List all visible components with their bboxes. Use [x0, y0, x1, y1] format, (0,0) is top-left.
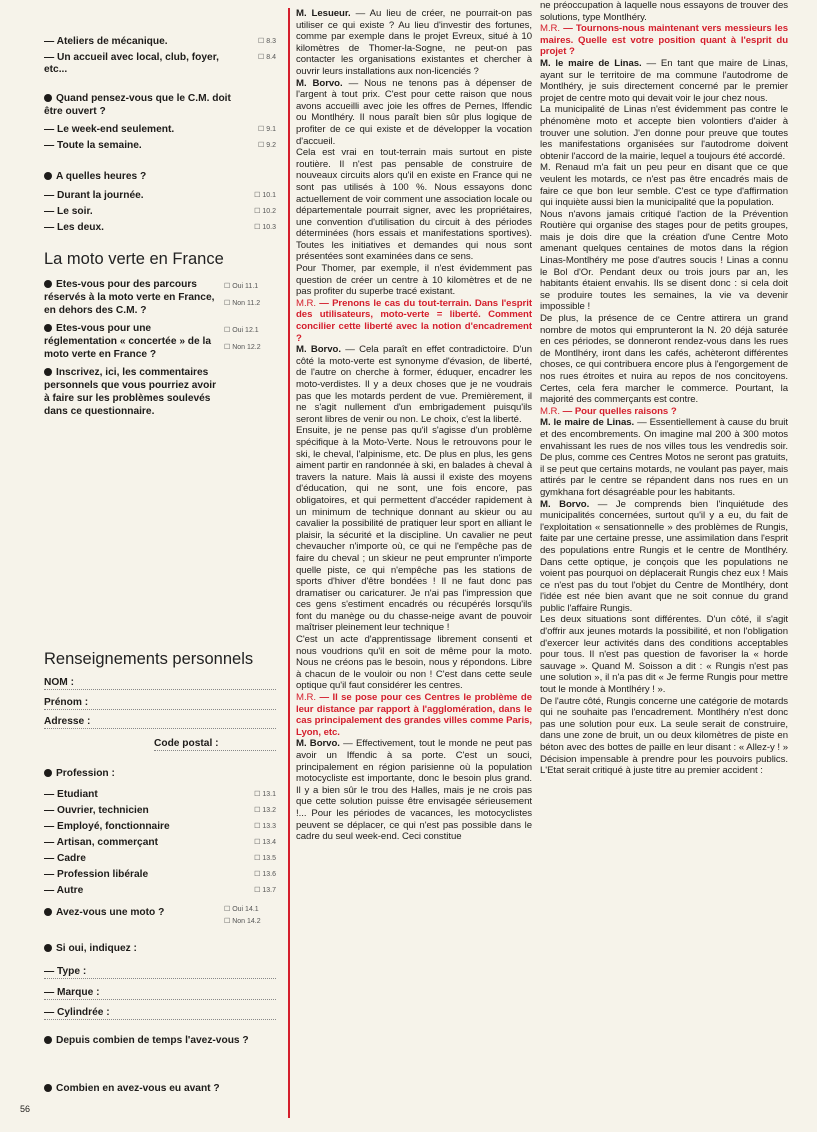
- text-run: La municipalité de Linas n'est évidemment pas contre le phénomène moto et accepte bien volontiers d'aider à trouver une solution. J'en donne pour preuve que toutes les manifestations organisées sur l'autodrome doivent obtenir l'accord de la mairie, lequel a toujours été accordé.: [540, 104, 788, 162]
- page-number: 56: [20, 1104, 31, 1114]
- form-field[interactable]: [44, 966, 276, 982]
- question-text: Si oui, indiquez :: [56, 943, 137, 954]
- dotted-line: [154, 750, 276, 751]
- question: [44, 1034, 276, 1047]
- question-text: A quelles heures ?: [56, 171, 147, 182]
- option-label: — Ateliers de mécanique.: [44, 36, 168, 47]
- checkbox[interactable]: ☐ 10.2: [254, 208, 276, 215]
- question-text: Inscrivez, ici, les commentaires personnels que vous pourriez avoir à faire sur les problèmes soulevés dans ce questionnaire.: [44, 367, 217, 417]
- text-run: Les deux situations sont différentes. D'un côté, il s'agit d'offrir aux jeunes motards la possibilité, et non l'obligation d'exercer leur activités dans des conditions acceptables pour tous. Il n'est pas question de favoriser la « horde sauvage ». Quand M. Soisson a dit : « Rungis n'est pas une solution », il n'a pas dit « Je ferme Rungis pour mettre tout le monde à Montlhéry ! ».: [540, 614, 788, 696]
- question: [44, 767, 276, 780]
- question: [44, 942, 276, 955]
- checkbox[interactable]: ☐ Oui 11.1: [224, 283, 259, 290]
- option-row: [44, 222, 276, 234]
- checkbox[interactable]: ☐ 13.1: [254, 791, 276, 798]
- question: [44, 278, 218, 317]
- form-field[interactable]: [154, 738, 276, 754]
- paragraph: [296, 738, 532, 842]
- bullet-icon: [44, 280, 52, 288]
- checkbox[interactable]: ☐ Non 12.2: [224, 344, 261, 351]
- bullet-icon: [44, 172, 52, 180]
- text-run: M.R.: [296, 297, 317, 309]
- question-text: Etes-vous pour des parcours réservés à la moto verte en France, en dehors des C.M. ?: [44, 279, 215, 316]
- option-label: — Autre: [44, 885, 84, 896]
- text-run: Ensuite, je ne pense pas qu'il s'agisse d'un problème spécifique à la Moto-Verte. Nous le retrouvons pour le ski, le cheval, l'alpinisme, etc. De plus en plus, les gens aiment partir en randonnée à ski, en balades à cheval à travers la nature. Mais là aussi il existe des moyens d'éducation, qui ne sont, une fois encore, pas obligatoires, et qui permettent d'accéder rapidement à un minimum de technique donnant au skieur ou au cavalier la possibilité de pratiquer leur sport en alliant le plaisir, la sécurité et la discipline. Un cavalier ne peut chevaucher n'importe où, ce qui ne l'empêche pas de faire du cheval ; un skieur ne peut emprunter n'importe quelle piste, ce qui n'empêche pas les stations de sports d'hiver d'être bondées ! Il ne faut donc pas dramatiser ou caricaturer. Je n'ai pas l'impression que ces gens s'estiment encadrés ou récupérés lorsqu'ils font du manège ou du chasse-neige avant de pouvoir maîtriser pleinement leur technique !: [296, 425, 532, 634]
- option-label: — Ouvrier, technicien: [44, 805, 149, 816]
- bullet-icon: [44, 94, 52, 102]
- paragraph: [540, 104, 788, 162]
- bullet-icon: [44, 368, 52, 376]
- paragraph: [540, 417, 788, 498]
- text-run: — Essentiellement à cause du bruit et des encombrements. On imagine mal 200 à 300 motos envahissant les rues de nos villes tous les vendredis soir. De plus, comme ces Centres Motos ne seront pas gratuits, il se peut que certains motards, ne voulant pas payer, mais attirés par le centre se répandent dans nos rues en un gymkhana fort désagréable pour les habitants.: [540, 417, 788, 498]
- section-title-moto-verte: La moto verte en France: [44, 250, 224, 268]
- bullet-icon: [44, 769, 52, 777]
- bullet-icon: [44, 944, 52, 952]
- form-field[interactable]: [44, 697, 276, 713]
- option-row: [44, 853, 276, 865]
- question: [44, 170, 236, 183]
- field-label: — Cylindrée :: [44, 1007, 114, 1018]
- paragraph: [540, 313, 788, 406]
- option-row: [44, 36, 276, 48]
- text-run: M. le maire de Linas.: [540, 57, 642, 69]
- text-run: — En tant que maire de Linas, ayant sur le territoire de ma commune l'autodrome de Montlhéry, je suis directement concerné par le premier projet de centre moto qui devait voir le jour chez nous.: [540, 57, 788, 104]
- field-label: NOM :: [44, 677, 78, 688]
- text-run: M. Lesueur.: [296, 8, 351, 19]
- checkbox[interactable]: ☐ 9.1: [258, 126, 276, 133]
- paragraph: [296, 425, 532, 634]
- text-run: De plus, la présence de ce Centre attirera un grand nombre de motos qui emprunteront la N. 20 déjà saturée en ces périodes, se donneront rendez-vous dans les rues de Montlhéry, iront dans les cafés, achèteront différentes choses, ce qui contribuera encore plus à l'engorgement de nos rues étroites et nuira au repos de nos concitoyens. Certes, cela fera marcher le commerce. Pourtant, la majorité des commerçants est contre.: [540, 313, 788, 406]
- text-run: M.R.: [540, 23, 561, 35]
- paragraph: [296, 634, 532, 692]
- paragraph: [296, 78, 532, 148]
- question: [44, 906, 196, 919]
- field-label: Adresse :: [44, 716, 94, 727]
- section-title-renseignements: Renseignements personnels: [44, 650, 254, 668]
- paragraph: [296, 692, 532, 738]
- question-text: Profession :: [56, 768, 115, 779]
- checkbox[interactable]: ☐ 13.6: [254, 871, 276, 878]
- question: [44, 1082, 276, 1095]
- text-run: — Pour quelles raisons ?: [560, 405, 677, 417]
- text-run: — Effectivement, tout le monde ne peut pas avoir un Iffendic à sa porte. C'est un souci, principalement en région parisienne où la population motocycliste est importante, donc le besoin plus grand. Il y a bien sûr le trou des Halles, mais je ne crois pas que cette solution puisse être envisagée sérieusement !... Pour les périodes de vacances, les motocyclistes peuvent se déplacer, ce qui n'est pas possible dans le cadre du seul week-end. Ceci constitue: [296, 738, 532, 843]
- option-label: — Toute la semaine.: [44, 140, 142, 151]
- option-label: — Artisan, commerçant: [44, 837, 158, 848]
- checkbox[interactable]: ☐ 13.7: [254, 887, 276, 894]
- option-label: — Cadre: [44, 853, 86, 864]
- paragraph: [540, 162, 788, 208]
- field-label: — Marque :: [44, 987, 103, 998]
- field-label: Code postal :: [154, 738, 223, 749]
- question: [44, 366, 218, 418]
- option-label: — Un accueil avec local, club, foyer, etc...: [44, 52, 219, 75]
- text-run: M. Borvo.: [296, 738, 340, 750]
- checkbox[interactable]: ☐ 10.1: [254, 192, 276, 199]
- option-label: — Durant la journée.: [44, 190, 144, 201]
- option-label: — Le week-end seulement.: [44, 124, 175, 135]
- text-run: — Cela paraît en effet contradictoire. D'un côté la moto-verte est synonyme d'évasion, de liberté, de l'autre on cherche à former, éduquer, encadrer les moto-verdistes. Il y a deux choses que je ne voudrais pas que les motards perdent de vue. Premièrement, il ne s'agit nullement d'un embrigadement puisqu'ils seront libres de venir ou non. Le choix, c'est la liberté.: [296, 344, 532, 425]
- dotted-line: [44, 978, 276, 979]
- question: [44, 322, 218, 361]
- option-label: — Le soir.: [44, 206, 93, 217]
- text-run: — Nous ne tenons pas à dépenser de l'argent à tout prix. C'est pour cette raison que nous avons accueilli avec joie les offres de Pernes, Iffendic ou Montlhéry. Il nous paraît bien sûr plus logique de profiter de ce qui existe et de développer la vocation d'accueil.: [296, 77, 532, 147]
- field-label: Prénom :: [44, 697, 92, 708]
- option-row: [44, 124, 276, 136]
- checkbox[interactable]: ☐ 10.3: [254, 224, 276, 231]
- checkbox[interactable]: ☐ Non 11.2: [224, 300, 261, 307]
- option-row: [44, 140, 276, 152]
- text-run: M. Borvo.: [296, 344, 341, 356]
- text-run: De l'autre côté, Rungis concerne une catégorie de motards qui ne souhaite pas l'encadrement. Montlhéry n'est donc pas une solution pour eux. La seule serait de construire, dans une zone de bruit, un ou deux kilomètres de piste en béton avec des bottes de paille en leur disant : « Allez-y ! » Décision impensable à prendre pour les pouvoirs publics. L'Etat serait critiqué à juste titre au premier accident :: [540, 695, 788, 777]
- option-row: [44, 821, 276, 833]
- option-row: [44, 206, 276, 218]
- text-run: Cela est vrai en tout-terrain mais surtout en piste routière. Il n'est pas pensable de construire de nouveaux circuits alors qu'il en existe en France qui ne sont pas utilisés à 100 %. Nous essayons donc actuellement de voir comment une association locale ou départementale pourrait signer, avec les propriétaires, une convention d'utilisation du circuit à des périodes déterminées (hors essais et manifestations sportives). Toutes les initiatives et demandes qui nous sont présentées sont examinées dans ce sens.: [296, 147, 532, 263]
- checkbox[interactable]: ☐ 8.4: [258, 54, 276, 61]
- text-run: — Prenons le cas du tout-terrain. Dans l'esprit des utilisateurs, moto-verte = liberté. Comment concilier cette liberté avec la notion d'encadrement ?: [296, 297, 532, 344]
- text-run: Nous n'avons jamais critiqué l'action de la Prévention Routière qui organise des stages pour de petits groupes, mais je dois dire que la création d'une Centre Moto amenant quelques centaines de motos dans la région Linas-Montlhéry me pose d'autres soucis ! Linas a connu le Bol d'Or. Pendant deux ou trois jours par an, les habitants étaient envahis. Ils se disent donc : si cela doit se produire toutes les semaines, la vie va devenir impossible !: [540, 208, 788, 313]
- text-run: — Il se pose pour ces Centres le problème de leur distance par rapport à l'agglomération, dans le cas principalement des grandes villes comme Paris, Lyon, etc.: [296, 692, 532, 738]
- paragraph: [540, 58, 788, 104]
- option-row: [44, 190, 276, 202]
- interview-column-3: [540, 0, 788, 777]
- option-row: [44, 837, 276, 849]
- text-run: ne préoccupation à laquelle nous essayons de trouver des solutions, type Montlhéry.: [540, 0, 788, 23]
- option-row: [44, 52, 276, 76]
- dotted-line: [44, 1019, 276, 1020]
- text-run: M.R.: [540, 405, 561, 417]
- paragraph: [540, 614, 788, 695]
- option-label: — Etudiant: [44, 789, 98, 800]
- text-run: M. Renaud m'a fait un peu peur en disant que ce que veulent les motards, ce n'est pas être encadrés mais de faire ce que bon leur semble. C'est ce type d'affirmation qui inquiète aussi bien la municipalité que la population.: [540, 162, 788, 209]
- bullet-icon: [44, 1036, 52, 1044]
- question-text: Quand pensez-vous que le C.M. doit être ouvert ?: [44, 93, 231, 117]
- paragraph: [540, 23, 788, 58]
- option-row: [44, 789, 276, 801]
- field-label: — Type :: [44, 966, 90, 977]
- text-run: Pour Thomer, par exemple, il n'est évidemment pas question de créer un centre à 10 kilomètres et de ne pas profiter du superbe tracé existant.: [296, 263, 532, 298]
- dotted-line: [44, 689, 276, 690]
- option-label: — Profession libérale: [44, 869, 149, 880]
- option-row: [44, 869, 276, 881]
- question: [44, 92, 236, 118]
- paragraph: [540, 406, 788, 418]
- text-run: C'est un acte d'apprentissage librement consenti et nous voudrions qu'il en soit de même pour la moto. Nous ne créons pas le besoin, nous y répondons. Libre à chacun de le vouloir ou non ! C'est dans cette seule optique qu'il faut considérer les centres.: [296, 634, 532, 692]
- question-text: Depuis combien de temps l'avez-vous ?: [56, 1035, 249, 1046]
- text-run: M. le maire de Linas.: [540, 417, 635, 429]
- question-text: Etes-vous pour une réglementation « concertée » de la moto verte en France ?: [44, 323, 212, 360]
- bullet-icon: [44, 1084, 52, 1092]
- checkbox[interactable]: ☐ 13.2: [254, 807, 276, 814]
- checkbox[interactable]: ☐ 13.3: [254, 823, 276, 830]
- interview-column-2: [288, 8, 532, 1118]
- paragraph: [296, 344, 532, 425]
- paragraph: [296, 263, 532, 298]
- bullet-icon: [44, 908, 52, 916]
- option-label: — Employé, fonctionnaire: [44, 821, 170, 832]
- question-text: Combien en avez-vous eu avant ?: [56, 1083, 220, 1094]
- checkbox[interactable]: ☐ Oui 12.1: [224, 327, 259, 334]
- paragraph: [296, 147, 532, 263]
- question-text: Avez-vous une moto ?: [56, 907, 165, 918]
- checkbox[interactable]: ☐ 13.5: [254, 855, 276, 862]
- checkbox[interactable]: ☐ 9.2: [258, 142, 276, 149]
- dotted-line: [44, 999, 276, 1000]
- paragraph: [540, 696, 788, 777]
- checkbox[interactable]: ☐ 13.4: [254, 839, 276, 846]
- text-run: — Je comprends bien l'inquiétude des municipalités concernées, surtout qu'il y a eu, du fait de l'exploitation « sensationnelle » des problèmes de Rungis, faite par une certaine presse, une assimilation dans l'esprit des populations entre Rungis et le centre de Montlhéry. Dans cette optique, je conçois que les populations ne voient pas pourquoi on déplacerait Rungis chez eux ! Mais ce n'est pas du tout l'objet du Centre de Montlhéry, dont l'idée est née bien avant que ne soit connue du grand public l'affaire Rungis.: [540, 498, 788, 614]
- checkbox[interactable]: ☐ Non 14.2: [224, 918, 261, 925]
- text-run: M. Borvo.: [296, 77, 343, 89]
- paragraph: [296, 298, 532, 344]
- paragraph: [296, 8, 532, 78]
- paragraph: [540, 209, 788, 313]
- paragraph: [540, 0, 788, 23]
- checkbox[interactable]: ☐ Oui 14.1: [224, 906, 259, 913]
- form-field[interactable]: [44, 677, 276, 693]
- dotted-line: [44, 728, 276, 729]
- paragraph: [540, 499, 788, 615]
- option-row: [44, 885, 276, 897]
- form-field[interactable]: [44, 1007, 276, 1023]
- form-field[interactable]: [44, 987, 276, 1003]
- text-run: M.R.: [296, 692, 317, 704]
- text-run: — Au lieu de créer, ne pourrait-on pas utiliser ce qui existe ? Au lieu d'investir des fortunes, comme par exemple dans le projet Evreux, situé à 10 kilomètres de Thomer-la-Sogne, ne peut-on pas contacter les organisations existantes et chercher à ouvrir leurs installations aux non-licenciés ?: [296, 8, 532, 77]
- option-label: — Les deux.: [44, 222, 105, 233]
- dotted-line: [44, 709, 276, 710]
- option-row: [44, 805, 276, 817]
- checkbox[interactable]: ☐ 8.3: [258, 38, 276, 45]
- text-run: M. Borvo.: [540, 498, 590, 510]
- form-field[interactable]: [44, 716, 276, 732]
- text-run: — Tournons-nous maintenant vers messieurs les maires. Quelle est votre position quant à l'esprit du projet ?: [540, 23, 788, 58]
- bullet-icon: [44, 324, 52, 332]
